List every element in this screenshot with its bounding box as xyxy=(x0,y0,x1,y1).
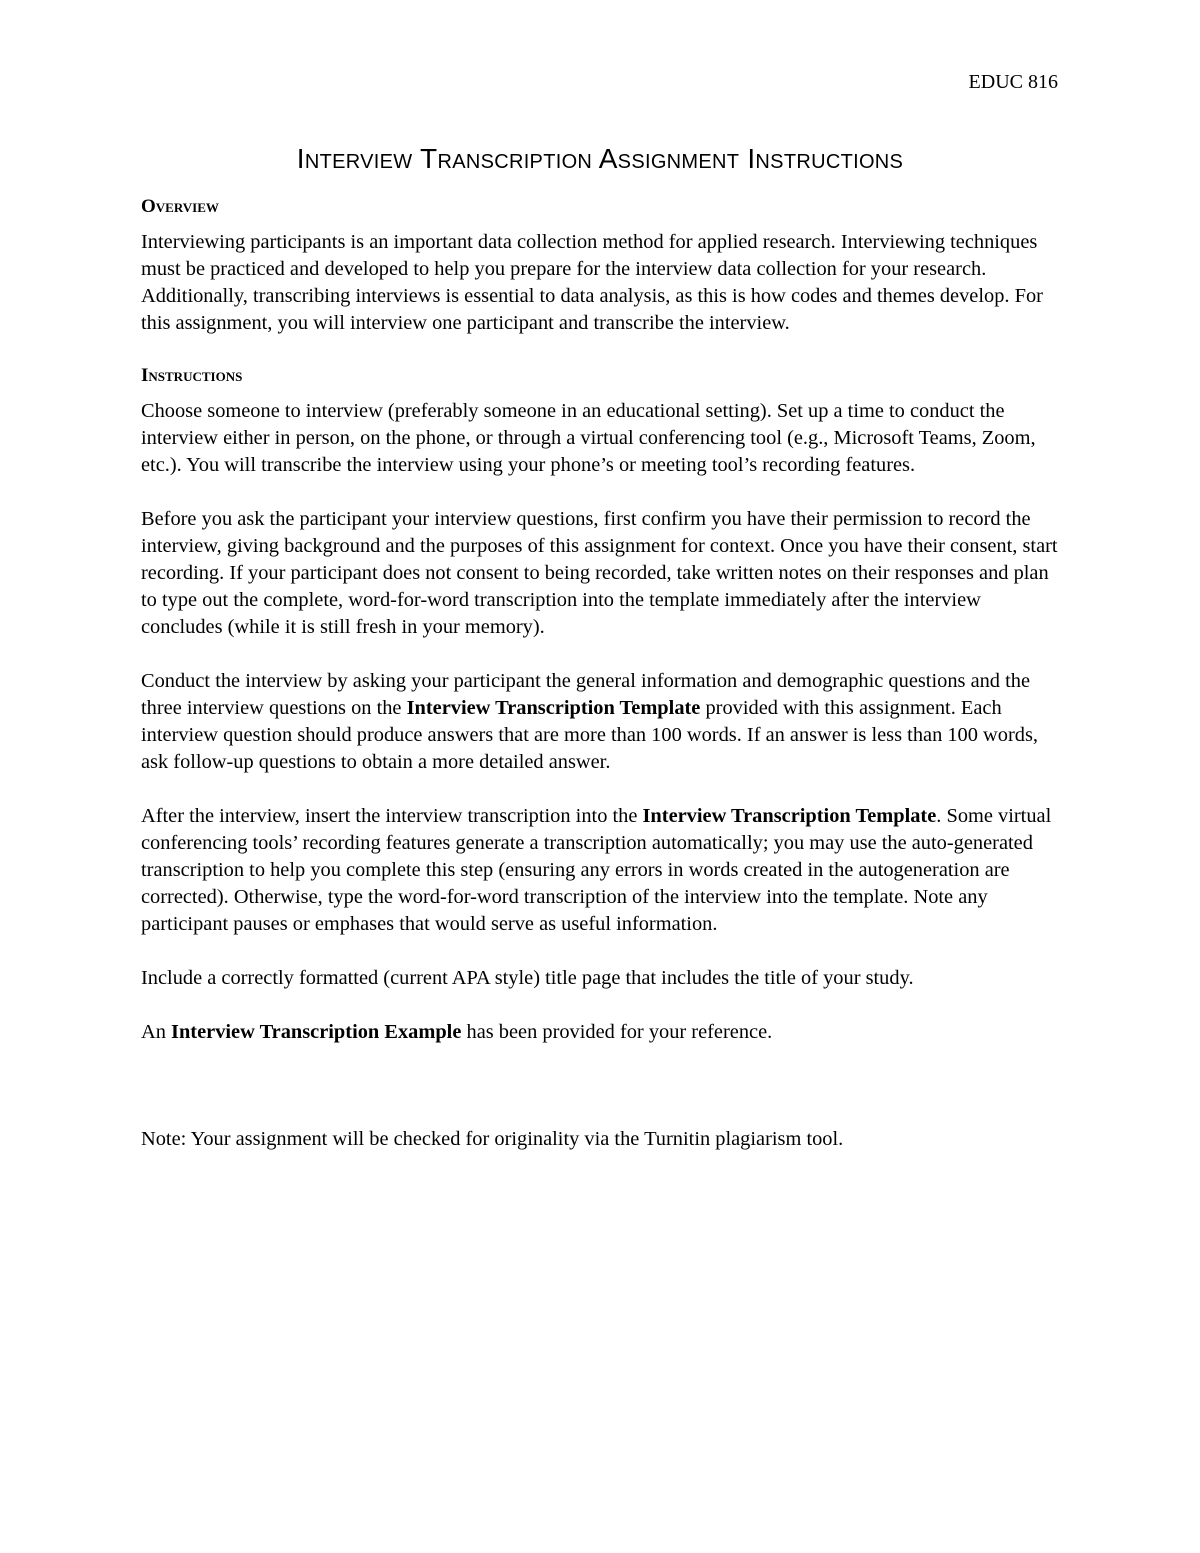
instructions-paragraph-example xyxy=(141,1019,1059,1046)
overview-heading: Overview xyxy=(141,196,219,217)
template-reference: Interview Transcription Template xyxy=(406,697,701,719)
transcribe-text-before: After the interview, insert the interview transcription into the xyxy=(141,805,643,827)
page-title: Interview Transcription Assignment Instructions xyxy=(296,143,904,174)
overview-paragraph: Interviewing participants is an important data collection method for applied research. Interviewing techniques must be practiced and developed to help you prepare for the interview data collection for your research. Additionally, transcribing interviews is essential to data analysis, as this is how codes and themes develop. For this assignment, you will interview one participant and transcribe the interview. xyxy=(141,231,1043,334)
instructions-paragraph-consent: Before you ask the participant your interview questions, first confirm you have their permission to record the interview, giving background and the purposes of this assignment for context. Once you have their consent, start recording. If your participant does not consent to being recorded, take written notes on their responses and plan to type out the complete, word-for-word transcription into the template immediately after the interview concludes (while it is still fresh in your memory). xyxy=(141,508,1058,638)
instructions-heading: Instructions xyxy=(141,365,243,386)
originality-note: Note: Your assignment will be checked for originality via the Turnitin plagiarism tool. xyxy=(141,1128,844,1150)
instructions-paragraph-choose: Choose someone to interview (preferably someone in an educational setting). Set up a time to conduct the interview either in person, on the phone, or through a virtual conferencing tool (e.g., Microsoft Teams, Zoom, etc.). You will transcribe the interview using your phone’s or meeting tool’s recording features. xyxy=(141,400,1036,476)
transcribe-text-after: . Some virtual conferencing tools’ recording features generate a transcription automatically; you may use the auto-generated transcription to help you complete this step (ensuring any errors in words created in the autogeneration are corrected). Otherwise, type the word-for-word transcription of the interview into the template. Note any participant pauses or emphases that would serve as useful information. xyxy=(141,805,1052,935)
example-reference: Interview Transcription Example xyxy=(171,1021,462,1043)
template-reference-2: Interview Transcription Template xyxy=(642,805,937,827)
example-text-before: An xyxy=(141,1021,172,1043)
conduct-text-after: provided with this assignment. Each interview question should produce answers that are more than 100 words. If an answer is less than 100 words, ask follow-up questions to obtain a more detailed answer. xyxy=(141,697,1038,773)
conduct-text-before: Conduct the interview by asking your participant the general information and demographic questions and the three interview questions on the xyxy=(141,670,1031,719)
instructions-paragraph-conduct xyxy=(141,668,1059,776)
instructions-paragraph-transcribe xyxy=(141,803,1059,938)
document-body xyxy=(141,195,1059,1180)
example-text-after: has been provided for your reference. xyxy=(461,1021,773,1043)
course-code-header: EDUC 816 xyxy=(968,71,1058,93)
spacer xyxy=(141,1073,1059,1126)
instructions-paragraph-title-page: Include a correctly formatted (current APA style) title page that includes the title of your study. xyxy=(141,967,914,989)
